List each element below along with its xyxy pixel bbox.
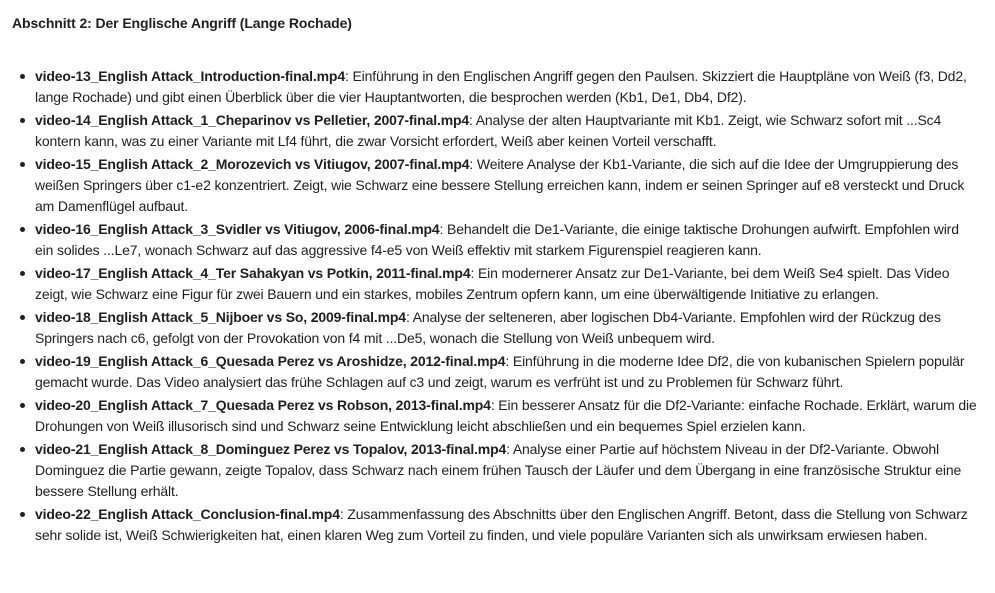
video-list <box>12 66 977 546</box>
video-description: : Behandelt die De1-Variante, die einige taktische Drohungen aufwirft. Empfohlen wird ein solides ...Le7, wonach Schwarz auf das aggressive f4-e5 von Weiß effektiv mit starkem Figurenspiel reagieren kann. <box>35 221 959 258</box>
video-description: : Analyse einer Partie auf höchstem Niveau in der Df2-Variante. Obwohl Dominguez die Partie gewann, zeigte Topalov, dass Schwarz nach einem frühen Tausch der Läufer und dem Übergang in eine französische Struktur eine bessere Stellung erhält. <box>35 441 962 499</box>
list-item <box>35 504 977 546</box>
video-description: : Analyse der selteneren, aber logischen Db4-Variante. Empfohlen wird der Rückzug des Springers nach c6, gefolgt von der Provokation von f4 mit ...De5, wonach die Stellung von Weiß unbequem wird. <box>35 309 941 346</box>
list-item <box>35 66 977 108</box>
list-item <box>35 110 977 152</box>
list-item <box>35 395 977 437</box>
video-filename: video-21_English Attack_8_Dominguez Perez vs Topalov, 2013-final.mp4 <box>35 441 507 457</box>
video-filename: video-22_English Attack_Conclusion-final.mp4 <box>35 506 340 522</box>
list-item <box>35 263 977 305</box>
video-filename: video-18_English Attack_5_Nijboer vs So, 2009-final.mp4 <box>35 309 406 325</box>
section-heading: Abschnitt 2: Der Englische Angriff (Lange Rochade) <box>12 15 352 31</box>
video-filename: video-19_English Attack_6_Quesada Perez vs Aroshidze, 2012-final.mp4 <box>35 353 506 369</box>
list-item <box>35 154 977 217</box>
video-filename: video-13_English Attack_Introduction-final.mp4 <box>35 68 345 84</box>
video-filename: video-14_English Attack_1_Cheparinov vs Pelletier, 2007-final.mp4 <box>35 112 470 128</box>
list-item <box>35 439 977 502</box>
video-description: : Weitere Analyse der Kb1-Variante, die sich auf die Idee der Umgruppierung des weißen Springers über c1-e2 konzentriert. Zeigt, wie Schwarz eine bessere Stellung erreichen kann, indem er seinen Springer auf e8 versteckt und Druck am Damenflügel aufbaut. <box>35 156 965 214</box>
video-description: : Einführung in den Englischen Angriff gegen den Paulsen. Skizziert die Hauptpläne von Weiß (f3, Dd2, lange Rochade) und gibt einen Überblick über die vier Hauptantworten, die besprochen werden (Kb1, De1, Db4, Df2). <box>35 68 967 105</box>
list-item <box>35 219 977 261</box>
list-item <box>35 351 977 393</box>
video-description: : Ein besserer Ansatz für die Df2-Variante: einfache Rochade. Erklärt, warum die Drohungen von Weiß illusorisch sind und Schwarz seine Entwicklung leicht abschließen und ein bequemes Spiel erzielen kann. <box>35 397 977 434</box>
video-description: : Analyse der alten Hauptvariante mit Kb1. Zeigt, wie Schwarz sofort mit ...Sc4 kontern kann, was zu einer Variante mit Lf4 führt, die zwar Vorsicht erfordert, Weiß aber keinen Vorteil verschafft. <box>35 112 942 149</box>
video-description: : Einführung in die moderne Idee Df2, die von kubanischen Spielern populär gemacht wurde. Das Video analysiert das frühe Schlagen auf c3 und zeigt, warum es verfrüht ist und zu Problemen für Schwarz führt. <box>35 353 965 390</box>
video-filename: video-17_English Attack_4_Ter Sahakyan vs Potkin, 2011-final.mp4 <box>35 265 471 281</box>
video-description: : Zusammenfassung des Abschnitts über den Englischen Angriff. Betont, dass die Stellung von Schwarz sehr solide ist, Weiß Schwierigkeiten hat, einen klaren Weg zum Vorteil zu finden, und viele populäre Varianten sich als unwirksam erwiesen haben. <box>35 506 968 543</box>
video-filename: video-20_English Attack_7_Quesada Perez vs Robson, 2013-final.mp4 <box>35 397 491 413</box>
video-filename: video-16_English Attack_3_Svidler vs Vitiugov, 2006-final.mp4 <box>35 221 440 237</box>
video-description: : Ein modernerer Ansatz zur De1-Variante, bei dem Weiß Se4 spielt. Das Video zeigt, wie Schwarz eine Figur für zwei Bauern und ein starkes, mobiles Zentrum opfern kann, um eine überwältigende Initiative zu erlangen. <box>35 265 950 302</box>
list-item <box>35 307 977 349</box>
video-filename: video-15_English Attack_2_Morozevich vs Vitiugov, 2007-final.mp4 <box>35 156 470 172</box>
